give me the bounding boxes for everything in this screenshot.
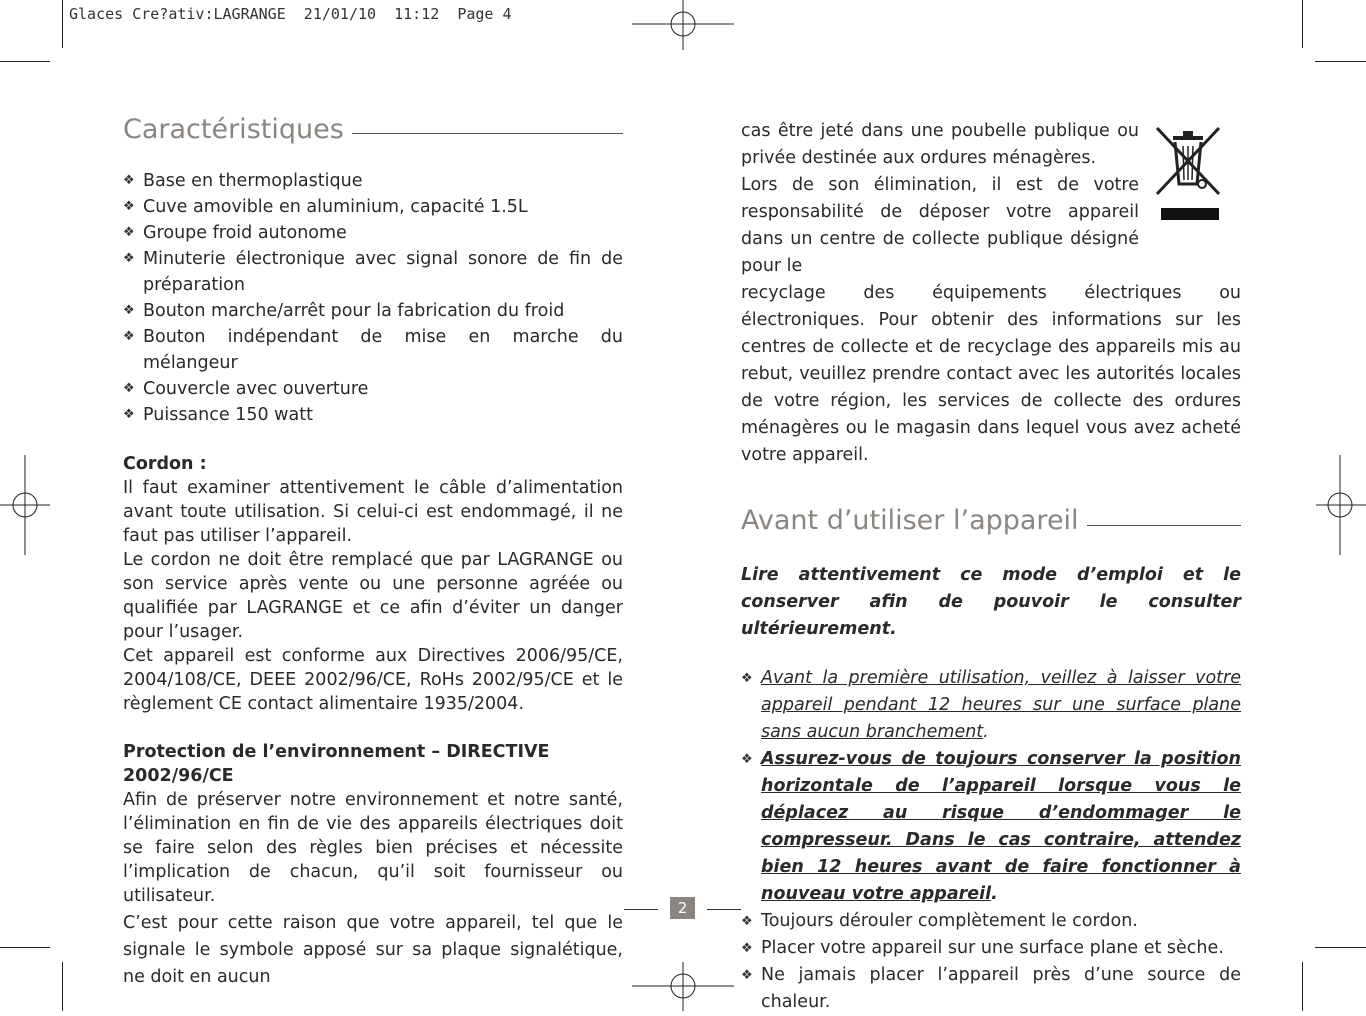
list-item: ❖ Bouton indépendant de mise en marche du mélangeur bbox=[123, 327, 623, 373]
cordon-title: Cordon : bbox=[123, 454, 207, 474]
environment-paragraph-2: C’est pour cette raison que votre appareil, tel que le signale le symbole apposé sur sa plaque signalétique, ne doit en aucun bbox=[123, 913, 623, 987]
registration-target-right bbox=[1314, 455, 1366, 555]
environment-paragraph-1: Afin de préserver notre environnement et notre santé, l’élimination en fin de vie des appareils électriques doit se faire selon des règles bien précises et nécessite l’implication de chacun, qu’il soit fournisseur ou utilisateur. bbox=[123, 790, 623, 906]
disposal-paragraph-1: cas être jeté dans une poubelle publique ou privée destinée aux ordures ménagères. bbox=[741, 121, 1139, 168]
environment-title: Protection de l’environnement – DIRECTIVE 2002/96/CE bbox=[123, 742, 550, 786]
features-list bbox=[123, 168, 623, 428]
list-item: ❖ Minuterie électronique avec signal sonore de fin de préparation bbox=[123, 249, 623, 295]
section-heading-caracteristiques: Caractéristiques bbox=[123, 118, 623, 142]
cordon-paragraph-3: Cet appareil est conforme aux Directives 2006/95/CE, 2004/108/CE, DEEE 2002/96/CE, RoHs 2002/95/CE et le règlement CE contact alimentaire 1935/2004. bbox=[123, 646, 623, 714]
precautions-list bbox=[741, 665, 1241, 1016]
list-item: ❖ Couvercle avec ouverture bbox=[123, 379, 369, 399]
list-item: ❖ Puissance 150 watt bbox=[123, 405, 313, 425]
list-item: ❖ Groupe froid autonome bbox=[123, 223, 347, 243]
list-item: ❖ Cuve amovible en aluminium, capacité 1.5L bbox=[123, 197, 528, 217]
section-heading-avant-utiliser: Avant d’utiliser l’appareil bbox=[741, 507, 1241, 534]
left-column bbox=[123, 114, 623, 991]
page-number: 2 bbox=[670, 897, 695, 919]
list-item: ❖ Placer votre appareil sur une surface plane et sèche. bbox=[741, 938, 1224, 958]
right-column bbox=[741, 118, 1241, 1016]
registration-target-top bbox=[632, 0, 734, 52]
registration-target-bottom bbox=[632, 960, 734, 1011]
list-item: ❖ Toujours dérouler complètement le cordon. bbox=[741, 911, 1138, 931]
cordon-paragraph-2: Le cordon ne doit être remplacé que par LAGRANGE ou son service après vente ou une personne agréée ou qualifiée par LAGRANGE et ce afin d’éviter un danger pour l’usager. bbox=[123, 550, 623, 642]
list-item: ❖ Avant la première utilisation, veillez à laisser votre appareil pendant 12 heures sur une surface plane sans aucun branchement. bbox=[741, 668, 1241, 742]
print-slug: Glaces Cre?ativ:LAGRANGE 21/01/10 11:12 Page 4 bbox=[69, 5, 512, 23]
cordon-paragraph-1: Il faut examiner attentivement le câble d’alimentation avant toute utilisation. Si celui-ci est endommagé, il ne faut pas utiliser l’appareil. bbox=[123, 478, 623, 546]
disposal-paragraph-3: recyclage des équipements électriques ou électroniques. Pour obtenir des informations sur les centres de collecte et de recyclage des appareils mis au rebut, veuillez prendre contact avec les autorités locales de votre région, les services de collecte des ordures ménagères ou le magasin dans lequel vous avez acheté votre appareil. bbox=[741, 283, 1241, 465]
page-number-rule-left bbox=[624, 909, 658, 910]
list-item: ❖ Bouton marche/arrêt pour la fabrication du froid bbox=[123, 301, 565, 321]
list-item: ❖ Base en thermoplastique bbox=[123, 171, 363, 191]
registration-target-left bbox=[0, 455, 52, 555]
weee-crossed-bin-icon bbox=[1155, 122, 1225, 222]
list-item: ❖ Assurez-vous de toujours conserver la position horizontale de l’appareil lorsque vous le déplacez au risque d’endommager le compresseur. Dans le cas contraire, attendez bien 12 heures avant de faire fonctionner à nouveau votre appareil. bbox=[741, 749, 1241, 904]
list-item: ❖ Ne jamais placer l’appareil près d’une source de chaleur. bbox=[741, 965, 1241, 1012]
page-number-rule-right bbox=[707, 909, 741, 910]
disposal-paragraph-2: Lors de son élimination, il est de votre responsabilité de déposer votre appareil dans un centre de collecte publique désigné pour le bbox=[741, 175, 1139, 276]
intro-instruction: Lire attentivement ce mode d’emploi et le conserver afin de pouvoir le consulter ultérieurement. bbox=[741, 565, 1241, 639]
